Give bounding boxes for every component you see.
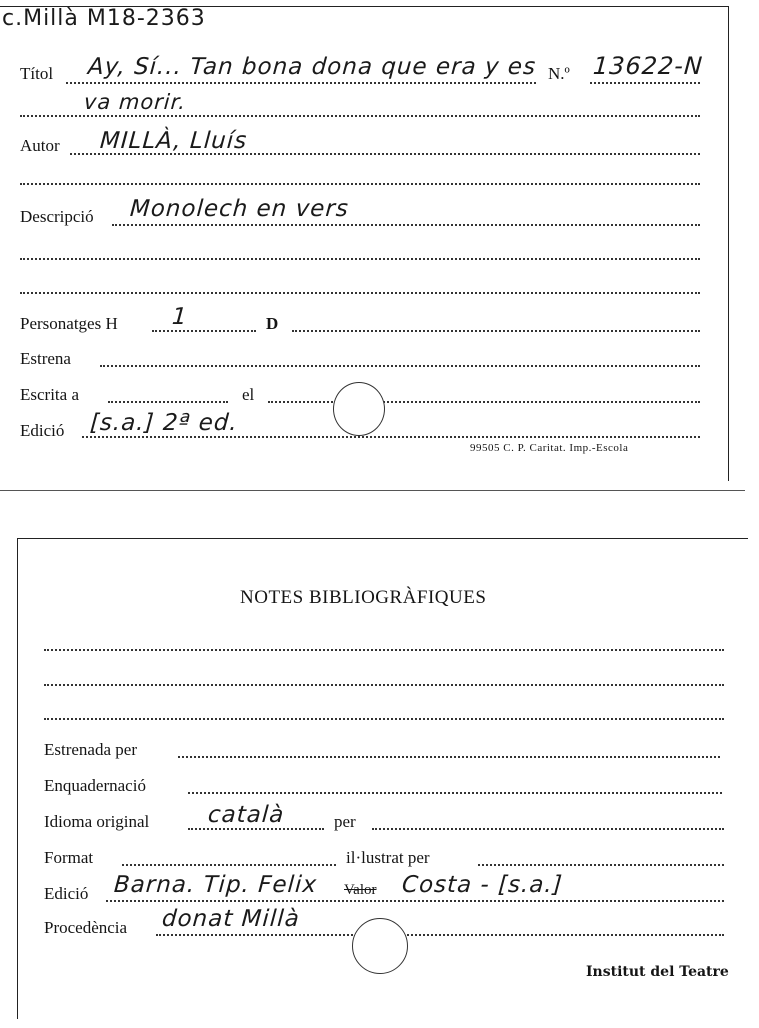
card-separator bbox=[0, 490, 745, 491]
format-label: Format bbox=[44, 848, 94, 867]
edicio2-value-part2: Costa - [s.a.] bbox=[401, 872, 564, 898]
estrenada-label: Estrenada per bbox=[44, 740, 137, 759]
illustrat-line bbox=[478, 864, 724, 866]
titol-value: Ay, Sí... Tan bona dona que era y es bbox=[87, 54, 537, 80]
numero-line bbox=[590, 82, 700, 84]
edicio-label: Edició bbox=[20, 421, 65, 440]
personatges-h-line bbox=[152, 330, 256, 332]
punch-hole bbox=[333, 382, 385, 436]
descripcio-line-3 bbox=[20, 292, 700, 294]
autor-value: MILLÀ, Lluís bbox=[99, 128, 249, 154]
edicio-line bbox=[82, 436, 700, 438]
descripcio-label: Descripció bbox=[20, 207, 94, 226]
escrita-line bbox=[108, 401, 228, 403]
edicio2-value-part1: Barna. Tip. Felix bbox=[113, 872, 318, 898]
estrena-line bbox=[100, 365, 700, 367]
card-reference-number: c.Millà M18-2363 bbox=[2, 6, 206, 31]
el-label: el bbox=[242, 385, 255, 404]
idioma-per-line bbox=[372, 828, 724, 830]
idioma-value: català bbox=[207, 802, 286, 828]
personatges-label: Personatges H bbox=[20, 314, 118, 333]
titol-label: Títol bbox=[20, 64, 54, 83]
illustrat-label: il·lustrat per bbox=[346, 848, 430, 867]
descripcio-line bbox=[112, 224, 700, 226]
punch-hole-2 bbox=[352, 918, 408, 974]
procedencia-line bbox=[156, 934, 724, 936]
numero-label: N.º bbox=[548, 64, 570, 83]
format-line bbox=[122, 864, 336, 866]
edicio2-line bbox=[106, 900, 724, 902]
edicio2-label: Edició bbox=[44, 884, 89, 903]
personatges-h-value: 1 bbox=[171, 304, 189, 330]
notes-line-2 bbox=[44, 684, 724, 686]
procedencia-value: donat Millà bbox=[161, 906, 301, 932]
notes-line-1 bbox=[44, 649, 724, 651]
edicio-value: [s.a.] 2ª ed. bbox=[89, 410, 239, 436]
idioma-line bbox=[188, 828, 324, 830]
escrita-label: Escrita a bbox=[20, 385, 79, 404]
estrenada-line bbox=[178, 756, 720, 758]
institution-name: Institut del Teatre bbox=[586, 964, 729, 980]
enquadernacio-line bbox=[188, 792, 722, 794]
edicio2-struck-text: Valor bbox=[344, 882, 377, 898]
idioma-per-label: per bbox=[334, 812, 356, 831]
autor-label: Autor bbox=[20, 136, 60, 155]
notes-line-3 bbox=[44, 718, 724, 720]
personatges-d-label: D bbox=[266, 314, 279, 333]
personatges-d-line bbox=[292, 330, 700, 332]
estrena-label: Estrena bbox=[20, 349, 71, 368]
printer-note: 99505 C. P. Caritat. Imp.-Escola bbox=[470, 442, 629, 454]
titol-line-2 bbox=[20, 115, 700, 117]
autor-line-2 bbox=[20, 183, 700, 185]
titol-value-line2: va morir. bbox=[83, 90, 187, 114]
idioma-label: Idioma original bbox=[44, 812, 150, 831]
notes-heading: NOTES BIBLIOGRÀFIQUES bbox=[240, 587, 487, 608]
numero-value: 13622-N bbox=[592, 52, 704, 80]
descripcio-line-2 bbox=[20, 258, 700, 260]
enquadernacio-label: Enquadernació bbox=[44, 776, 146, 795]
procedencia-label: Procedència bbox=[44, 918, 128, 937]
titol-line bbox=[66, 82, 536, 84]
descripcio-value: Monolech en vers bbox=[129, 196, 350, 222]
